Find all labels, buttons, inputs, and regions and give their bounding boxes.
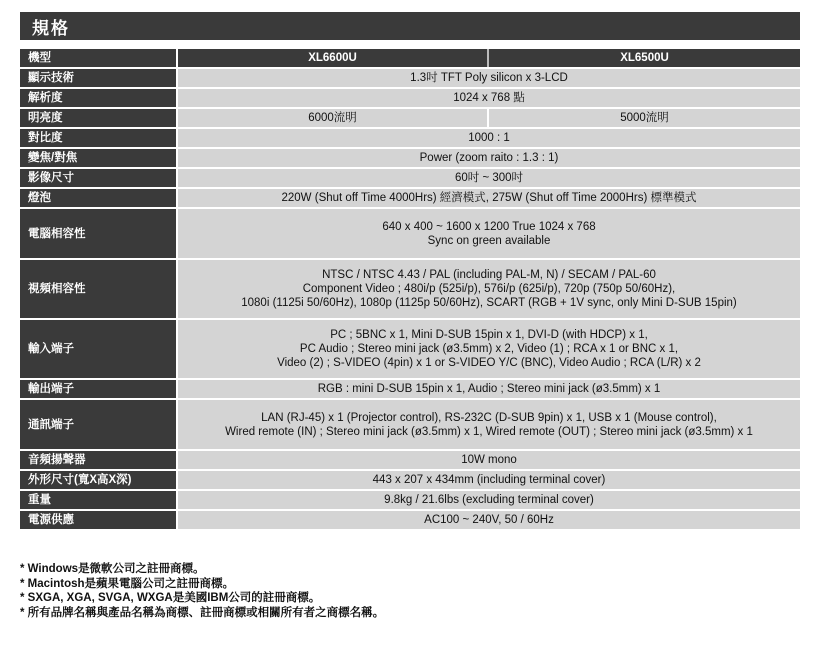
spec-value-line: Sync on green available [427,234,551,247]
spec-table [20,47,800,531]
spec-value: 10W mono [178,451,800,469]
spec-value-line: Wired remote (IN) ; Stereo mini jack (ø3.5mm) x 1, Wired remote (OUT) ; Stereo mini jack (ø3.5mm) x 1 [225,425,753,438]
spec-label: 變焦/對焦 [20,149,178,167]
spec-value: 1.3吋 TFT Poly silicon x 3-LCD [178,69,800,87]
spec-label: 影像尺寸 [20,169,178,187]
spec-label: 視頻相容性 [20,260,178,318]
spec-label: 顯示技術 [20,69,178,87]
spec-label: 輸入端子 [20,320,178,378]
spec-row [20,169,800,187]
spec-value: 5000流明 [489,109,800,127]
spec-row [20,149,800,167]
spec-row [20,49,800,67]
spec-row [20,129,800,147]
spec-value: 9.8kg / 21.6lbs (excluding terminal cover) [178,491,800,509]
spec-value: 6000流明 [178,109,489,127]
spec-row [20,69,800,87]
model-name: XL6600U [178,49,489,67]
spec-row [20,260,800,318]
spec-row [20,511,800,529]
spec-value: 1024 x 768 點 [178,89,800,107]
spec-row [20,380,800,398]
spec-value [178,209,800,258]
spec-value-line: 640 x 400 ~ 1600 x 1200 True 1024 x 768 [382,220,596,233]
spec-value: RGB : mini D-SUB 15pin x 1, Audio ; Stereo mini jack (ø3.5mm) x 1 [178,380,800,398]
spec-row [20,451,800,469]
spec-row [20,89,800,107]
spec-label: 音頻揚聲器 [20,451,178,469]
spec-label: 外形尺寸(寬X高X深) [20,471,178,489]
spec-label: 重量 [20,491,178,509]
spec-row [20,471,800,489]
footnotes [20,562,800,620]
spec-label: 機型 [20,49,178,67]
spec-value-line: LAN (RJ-45) x 1 (Projector control), RS-232C (D-SUB 9pin) x 1, USB x 1 (Mouse control), [261,411,717,424]
footnote: * 所有品牌名稱與產品名稱為商標、註冊商標或相關所有者之商標名稱。 [20,606,385,619]
model-name: XL6500U [489,49,800,67]
spec-value: Power (zoom raito : 1.3 : 1) [178,149,800,167]
spec-row [20,189,800,207]
spec-value: 443 x 207 x 434mm (including terminal cover) [178,471,800,489]
spec-value: 60吋 ~ 300吋 [178,169,800,187]
spec-label: 對比度 [20,129,178,147]
spec-value-line: 1080i (1125i 50/60Hz), 1080p (1125p 50/60Hz), SCART (RGB + 1V sync, only Mini D-SUB 15pin) [241,297,737,309]
spec-row [20,400,800,449]
spec-value-line: Component Video ; 480i/p (525i/p), 576i/p (625i/p), 720p (750p 50/60Hz), [302,283,676,295]
spec-value-line: Video (2) ; S-VIDEO (4pin) x 1 or S-VIDEO Y/C (BNC), Video Audio ; RCA (L/R) x 2 [277,357,701,369]
spec-label: 輸出端子 [20,380,178,398]
spec-value [178,320,800,378]
spec-label: 電源供應 [20,511,178,529]
spec-label: 解析度 [20,89,178,107]
footnote: * Windows是微軟公司之註冊商標。 [20,563,205,575]
footnote: * SXGA, XGA, SVGA, WXGA是美國IBM公司的註冊商標。 [20,592,321,604]
spec-row [20,491,800,509]
spec-value-line: NTSC / NTSC 4.43 / PAL (including PAL-M, N) / SECAM / PAL-60 [322,269,656,281]
spec-value-line: PC ; 5BNC x 1, Mini D-SUB 15pin x 1, DVI-D (with HDCP) x 1, [330,329,648,341]
footnote: * Macintosh是蘋果電腦公司之註冊商標。 [20,577,235,590]
spec-label: 電腦相容性 [20,209,178,258]
section-title: 規格 [20,12,800,40]
spec-value [178,260,800,318]
spec-value [178,400,800,449]
spec-row [20,109,800,127]
spec-value: 220W (Shut off Time 4000Hrs) 經濟模式, 275W (Shut off Time 2000Hrs) 標準模式 [178,189,800,207]
spec-row [20,209,800,258]
spec-label: 燈泡 [20,189,178,207]
spec-label: 通訊端子 [20,400,178,449]
spec-value: AC100 ~ 240V, 50 / 60Hz [178,511,800,529]
spec-value: 1000 : 1 [178,129,800,147]
spec-row [20,320,800,378]
spec-value-line: PC Audio ; Stereo mini jack (ø3.5mm) x 2, Video (1) ; RCA x 1 or BNC x 1, [299,343,679,355]
spec-label: 明亮度 [20,109,178,127]
